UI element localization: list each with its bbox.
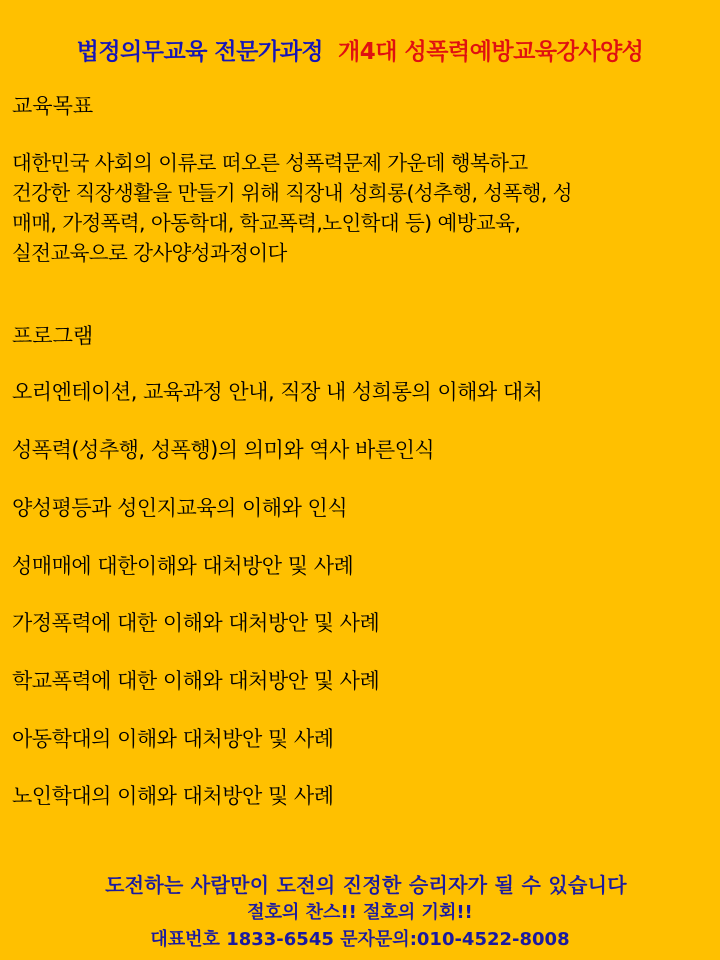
page-title (0, 33, 720, 66)
program-item: 아동학대의 이해와 대처방안 및 사례 (12, 727, 334, 751)
program-item: 학교폭력에 대한 이해와 대처방안 및 사례 (12, 669, 380, 693)
program-item: 오리엔테이션, 교육과정 안내, 직장 내 성희롱의 이해와 대처 (12, 380, 543, 404)
objective-heading: 교육목표 (12, 94, 94, 118)
program-item: 노인학대의 이해와 대처방안 및 사례 (12, 784, 334, 808)
footer-contact: 대표번호 1833-6545 문자문의:010-4522-8008 (150, 929, 570, 950)
program-item: 성매매에 대한이해와 대처방안 및 사례 (12, 554, 354, 578)
objective-line: 매매, 가정폭력, 아동학대, 학교폭력,노인학대 등) 예방교육, (12, 211, 521, 235)
title-course-name: 법정의무교육 전문가과정 (76, 39, 324, 65)
footer-chance: 절호의 찬스!! 절호의 기회!! (247, 902, 473, 923)
footer-slogan: 도전하는 사람만이 도전의 진정한 승리자가 될 수 있습니다 (105, 873, 627, 897)
objective-line: 실전교육으로 강사양성과정이다 (12, 241, 287, 265)
program-item: 성폭력(성추행, 성폭행)의 의미와 역사 바른인식 (12, 438, 435, 462)
objective-line: 건강한 직장생활을 만들기 위해 직장내 성희롱(성추행, 성폭행, 성 (12, 181, 572, 205)
objective-line: 대한민국 사회의 이류로 떠오른 성폭력문제 가운데 행복하고 (12, 151, 528, 175)
program-heading: 프로그램 (12, 324, 94, 348)
title-course-subject: 개4대 성폭력예방교육강사양성 (338, 39, 644, 65)
program-item: 가정폭력에 대한 이해와 대처방안 및 사례 (12, 611, 380, 635)
program-item: 양성평등과 성인지교육의 이해와 인식 (12, 496, 348, 520)
